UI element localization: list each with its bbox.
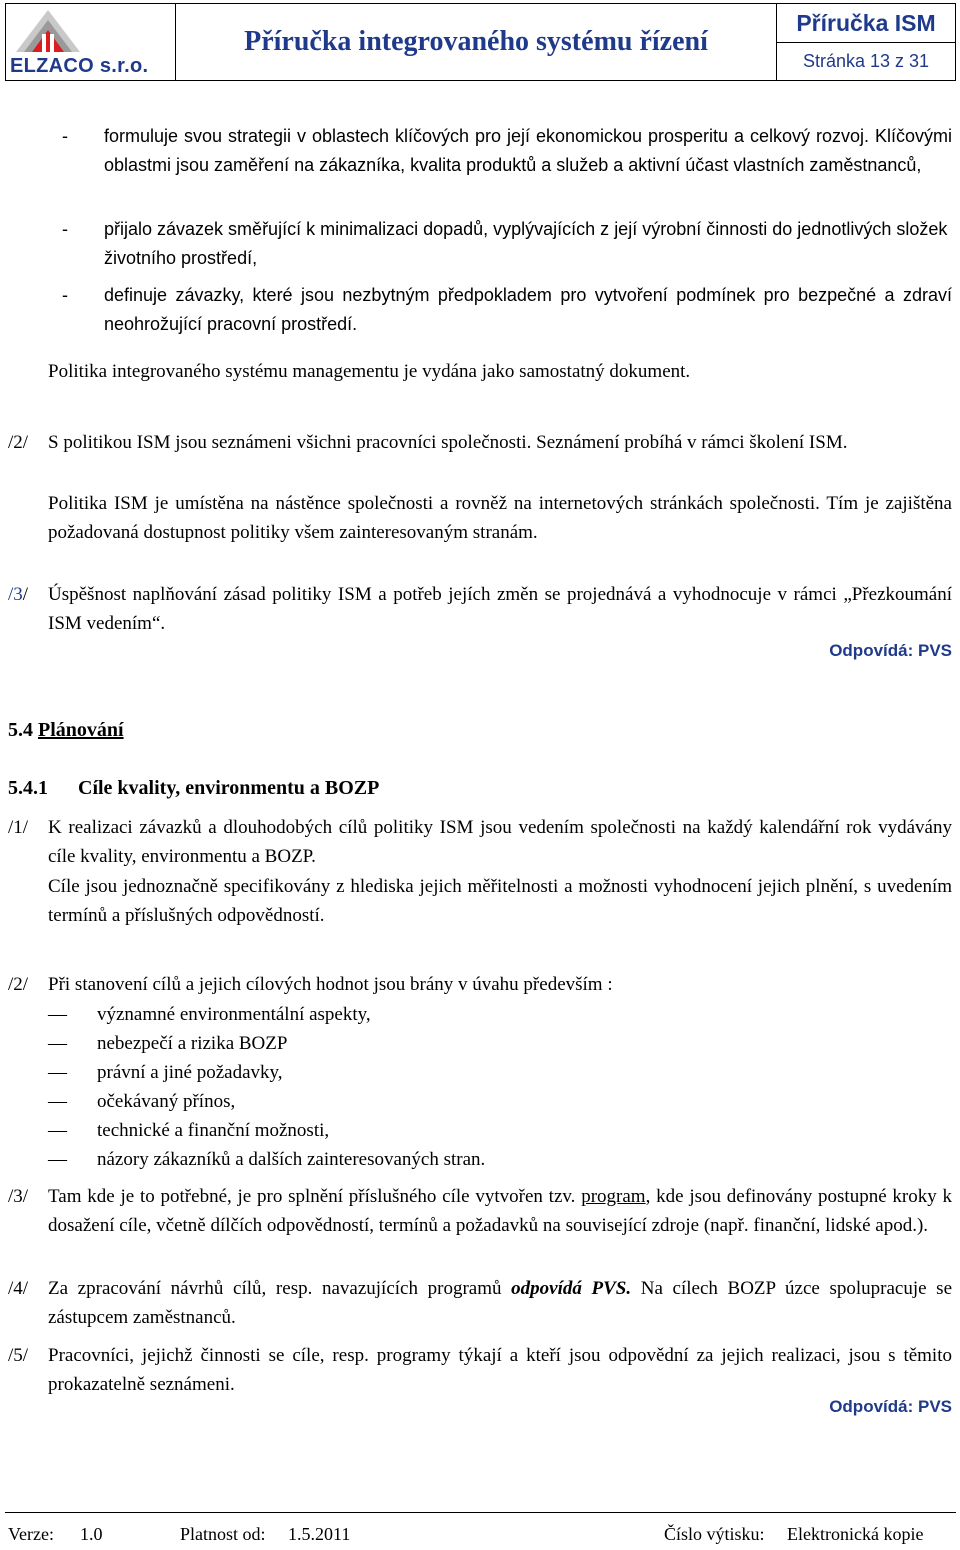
document-short-title: Příručka ISM: [777, 4, 955, 43]
list-item: významné environmentální aspekty,: [97, 1004, 371, 1025]
footer-version: 1.0: [80, 1524, 103, 1544]
list-item: názory zákazníků a dalších zainteresovaných stran.: [97, 1149, 486, 1170]
goals-p2-text: Při stanovení cílů a jejich cílových hodnot jsou brány v úvahu především :: [48, 974, 613, 995]
section-number: 5.4: [8, 719, 33, 741]
goals-p1-text: K realizaci závazků a dlouhodobých cílů politiky ISM jsou vedením společnosti na každý kalendářní rok vydávány cíle kvality, environmentu a BOZP.: [48, 817, 952, 867]
footer-valid-label: Platnost od:: [180, 1524, 266, 1544]
paragraph-number: /2/: [8, 974, 29, 995]
dash-icon: —: [48, 1149, 67, 1170]
paragraph-number: /5/: [8, 1345, 29, 1366]
intro-item-environment: přijalo závazek směřující k minimalizaci dopadů, vyplývajících z její výrobní činnosti do jednotlivých složek životního prostředí,: [104, 219, 948, 268]
responsible-label: Odpovídá: PVS: [829, 641, 952, 660]
goals-p3-post: , kde jsou definovány postupné kroky k dosažení cíle, včetně dílčích odpovědností, termínů a požadavků na související zdroje (např. finanční, lidské apod.).: [48, 1186, 953, 1236]
goals-p1-text-b: Cíle jsou jednoznačně specifikovány z hlediska jejich měřitelnosti a možnosti vyhodnocení jejich plnění, s uvedením termínů a příslušných odpovědností.: [48, 876, 952, 926]
list-item: právní a jiné požadavky,: [97, 1062, 283, 1083]
bullet-dash: -: [62, 126, 68, 146]
list-item: očekávaný přínos,: [97, 1091, 236, 1112]
goals-p4-pre: Za zpracování návrhů cílů, resp. navazujících programů: [48, 1278, 502, 1299]
policy-note: Politika integrovaného systému managementu je vydána jako samostatný dokument.: [48, 361, 691, 382]
header-title-cell: [176, 4, 777, 80]
goals-p4-post: Na cílech BOZP úzce spolupracuje se zástupcem zaměstnanců.: [48, 1278, 953, 1328]
section-title: Plánování: [38, 719, 124, 741]
dash-icon: —: [48, 1033, 67, 1054]
logo-cell: [6, 4, 176, 80]
document-title: Příručka integrovaného systému řízení: [244, 26, 708, 57]
intro-item-strategy: formuluje svou strategii v oblastech klíčových pro její ekonomickou prosperitu a celkový rozvoj. Klíčovými oblastmi jsou zaměření na zákazníka, kvalita produktů a služeb a aktivní účast vlastních zaměstnanců,: [104, 126, 952, 175]
company-name: ELZACO s.r.o.: [10, 55, 149, 77]
paragraph-number: /3/: [8, 584, 29, 605]
paragraph-number: /4/: [8, 1278, 29, 1299]
policy-p3-text: Úspěšnost naplňování zásad politiky ISM a potřeb jejích změn se projednává a vyhodnocuje v rámci „Přezkoumání ISM vedením“.: [48, 584, 952, 634]
policy-p2-text: S politikou ISM jsou seznámeni všichni pracovníci společnosti. Seznámení probíhá v rámci školení ISM.: [48, 432, 848, 453]
responsible-label: Odpovídá: PVS: [829, 1397, 952, 1416]
intro-item-safety: definuje závazky, které jsou nezbytným předpokladem pro vytvoření podmínek pro bezpečné a zdraví neohrožující pracovní prostředí.: [104, 285, 952, 334]
list-item: nebezpečí a rizika BOZP: [97, 1033, 288, 1054]
company-logo-icon: [14, 8, 84, 54]
dash-icon: —: [48, 1120, 67, 1141]
policy-p2-text-b: Politika ISM je umístěna na nástěnce společnosti a rovněž na internetových stránkách společnosti. Tím je zajištěna požadovaná dostupnost politiky všem zainteresovaným stranám.: [48, 493, 952, 543]
paragraph-number: /2/: [8, 432, 29, 453]
dash-icon: —: [48, 1004, 67, 1025]
dash-icon: —: [48, 1062, 67, 1083]
goals-p4-text: [48, 1275, 952, 1332]
paragraph-number: /3/: [8, 1186, 29, 1207]
footer-divider: [5, 1512, 956, 1513]
footer-version-label: Verze:: [8, 1524, 54, 1544]
goals-p3-text: [48, 1183, 952, 1240]
subsection-title: Cíle kvality, environmentu a BOZP: [78, 777, 380, 799]
subsection-number: 5.4.1: [8, 777, 48, 799]
page-number: Stránka 13 z 31: [802, 51, 930, 71]
list-item: technické a finanční možnosti,: [97, 1120, 330, 1141]
footer-valid: 1.5.2011: [288, 1524, 351, 1544]
dash-icon: —: [48, 1091, 67, 1112]
goals-p5-text: Pracovníci, jejichž činnosti se cíle, resp. programy týkají a kteří jsou odpovědní za jejich realizaci, jsou s těmito prokazatelně seznámeni.: [48, 1345, 952, 1395]
goals-p4-bold: odpovídá PVS.: [511, 1278, 632, 1299]
footer-copy-label: Číslo výtisku:: [664, 1524, 765, 1544]
program-term: program: [581, 1186, 646, 1207]
bullet-dash: -: [62, 219, 68, 239]
paragraph-number: /1/: [8, 817, 29, 838]
page-header: [5, 3, 956, 81]
header-right-cell: [777, 4, 955, 80]
footer-copy: Elektronická kopie: [787, 1524, 924, 1544]
section-heading: [8, 716, 124, 745]
goals-p3-pre: Tam kde je to potřebné, je pro splnění příslušného cíle vytvořen tzv.: [48, 1186, 576, 1207]
bullet-dash: -: [62, 285, 68, 305]
